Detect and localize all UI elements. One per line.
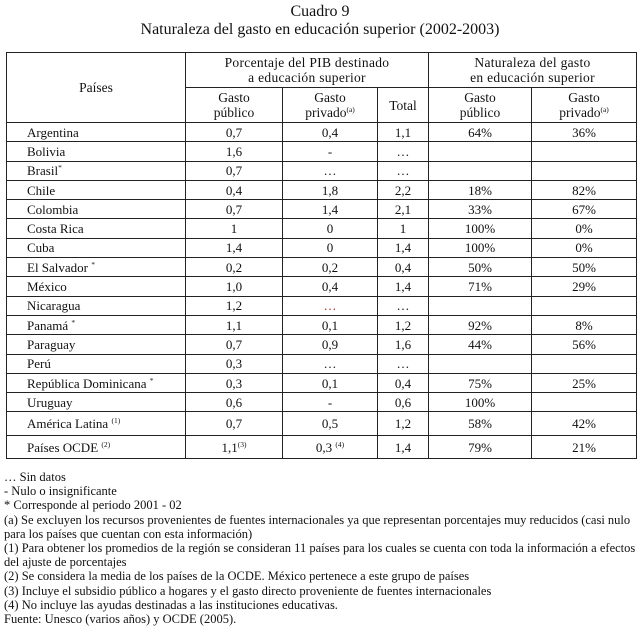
cell-pib-publico: [186, 258, 283, 277]
cell-country: [7, 142, 186, 161]
cell-country: [7, 393, 186, 412]
cell-pib-privado: [283, 258, 378, 277]
value: 21%: [572, 439, 596, 455]
value: 58%: [468, 416, 492, 432]
cell-pib-publico: [186, 393, 283, 412]
header-paises: Países: [7, 53, 186, 123]
cell-nat-publico: [429, 435, 532, 459]
cell-pib-total: [378, 296, 429, 315]
value: 100%: [464, 240, 496, 256]
cell-pib-total: [378, 277, 429, 296]
footnote-marker: (a): [600, 105, 609, 114]
value: 1,1: [394, 124, 412, 140]
cell-nat-privado: [532, 161, 637, 180]
cell-pib-publico: [186, 180, 283, 199]
footnote-marker: (2): [101, 439, 111, 449]
cell-pib-privado: [283, 373, 378, 392]
cell-nat-publico: [429, 277, 532, 296]
footnote-marker: *: [58, 163, 62, 173]
cell-pib-privado: [283, 412, 378, 436]
value: 42%: [572, 416, 596, 432]
table-subtitle: Naturaleza del gasto en educación superior (2002-2003): [140, 21, 500, 38]
cell-country: [7, 354, 186, 373]
table-row: [7, 335, 637, 354]
value: …: [396, 143, 410, 159]
table-row: [7, 315, 637, 334]
value: …: [396, 163, 410, 179]
country-name: Bolivia: [27, 143, 66, 159]
value: -: [327, 143, 333, 159]
cell-nat-publico: [429, 393, 532, 412]
cell-country: [7, 200, 186, 219]
value: 1,0: [225, 279, 243, 295]
value: 1,2: [225, 298, 243, 314]
cell-pib-total: [378, 238, 429, 257]
value: 18%: [468, 182, 492, 198]
note-line: … Sin datos: [4, 470, 66, 484]
value: 0,6: [225, 394, 243, 410]
value: 0,2: [321, 259, 339, 275]
table-row: [7, 296, 637, 315]
cell-country: [7, 219, 186, 238]
cell-pib-total: [378, 393, 429, 412]
value: 100%: [464, 221, 496, 237]
cell-country: [7, 258, 186, 277]
header-label: Gasto privado: [559, 90, 601, 120]
header-label: Gasto público: [459, 90, 501, 120]
cell-nat-publico: [429, 373, 532, 392]
value: 0,4: [394, 375, 412, 391]
value: …: [323, 298, 337, 314]
cell-nat-privado: [532, 277, 637, 296]
footnote-marker: (1): [111, 416, 121, 426]
table-row: [7, 258, 637, 277]
cell-nat-privado: [532, 180, 637, 199]
note-line: (3) Incluye el subsidio público a hogares y el gasto directo proveniente de fuentes internacionales: [4, 583, 492, 598]
cell-nat-privado: [532, 238, 637, 257]
cell-pib-total: [378, 123, 429, 142]
country-name: Paraguay: [27, 336, 76, 352]
table-row: [7, 354, 637, 373]
footnote-marker: *: [71, 317, 76, 327]
value: 56%: [572, 336, 596, 352]
value: 2,2: [394, 182, 412, 198]
country-name: Cuba: [27, 240, 55, 256]
cell-pib-privado: [283, 315, 378, 334]
cell-nat-publico: [429, 142, 532, 161]
cell-nat-publico: [429, 315, 532, 334]
cell-pib-total: [378, 180, 429, 199]
value: 1,4: [394, 439, 412, 455]
value: …: [323, 163, 337, 179]
note-line: (a) Se excluyen los recursos provenientes de fuentes internacionales ya que representan porcentajes muy reducidos (casi nulo para los países que cuentan con esta información): [4, 512, 631, 541]
note-line: Fuente: Unesco (varios años) y OCDE (2005).: [4, 612, 237, 627]
cell-nat-privado: [532, 219, 637, 238]
footnote-marker: *: [91, 259, 96, 269]
cell-pib-privado: [283, 277, 378, 296]
cell-country: [7, 180, 186, 199]
note-line: - Nulo o insignificante: [4, 484, 117, 499]
cell-nat-publico: [429, 335, 532, 354]
cell-pib-total: [378, 315, 429, 334]
table-row: [7, 161, 637, 180]
cell-pib-privado: [283, 354, 378, 373]
table-row: [7, 277, 637, 296]
cell-pib-total: [378, 373, 429, 392]
cell-country: [7, 296, 186, 315]
table-row: [7, 200, 637, 219]
table-body: [7, 123, 637, 459]
value: 1,4: [321, 201, 339, 217]
footnote-marker: (4): [335, 439, 345, 449]
cell-nat-privado: [532, 296, 637, 315]
table-row: [7, 393, 637, 412]
cell-nat-publico: [429, 180, 532, 199]
cell-pib-publico: [186, 142, 283, 161]
value: 1,1: [225, 317, 243, 333]
cell-pib-total: [378, 142, 429, 161]
cell-nat-privado: [532, 435, 637, 459]
cell-nat-privado: [532, 412, 637, 436]
cell-pib-publico: [186, 373, 283, 392]
cell-pib-publico: [186, 435, 283, 459]
value: 0,7: [225, 416, 243, 432]
value: 67%: [572, 201, 596, 217]
value: 0,1: [321, 317, 339, 333]
header-label: Gasto público: [213, 90, 255, 120]
table-row: [7, 180, 637, 199]
cell-pib-total: [378, 258, 429, 277]
value: 33%: [468, 201, 492, 217]
country-name: Costa Rica: [27, 221, 84, 237]
cell-pib-publico: [186, 277, 283, 296]
value: 0%: [575, 240, 593, 256]
country-name: Uruguay: [27, 394, 73, 410]
value: 0,7: [225, 201, 243, 217]
value: 0,4: [321, 279, 339, 295]
country-name: República Dominicana: [27, 375, 147, 391]
footnote-marker: (3): [237, 439, 247, 449]
cell-country: [7, 373, 186, 392]
value: 1: [399, 221, 407, 237]
header-nat-gasto-privado: [532, 88, 637, 123]
value: 82%: [572, 182, 596, 198]
value: 0,3: [225, 356, 243, 372]
cell-pib-privado: [283, 238, 378, 257]
table-number-title: Cuadro 9: [290, 3, 350, 20]
note-line: (2) Se considera la media de los países de la OCDE. México pertenece a este grupo de países: [4, 569, 470, 584]
cell-nat-publico: [429, 354, 532, 373]
value: …: [396, 298, 410, 314]
value: 0,4: [394, 259, 412, 275]
value: 79%: [468, 439, 492, 455]
country-name: México: [27, 279, 67, 295]
header-group-naturaleza: Naturaleza del gasto en educación superior: [429, 53, 637, 88]
value: 36%: [572, 124, 596, 140]
cell-pib-total: [378, 412, 429, 436]
cell-pib-publico: [186, 123, 283, 142]
footnote-marker: *: [149, 375, 154, 385]
value: -: [327, 394, 333, 410]
cell-country: [7, 238, 186, 257]
value: 71%: [468, 279, 492, 295]
value: 1,4: [394, 240, 412, 256]
header-pib-total: [378, 88, 429, 123]
country-name: América Latina: [27, 416, 109, 432]
cell-pib-publico: [186, 412, 283, 436]
country-name: Nicaragua: [27, 298, 81, 314]
value: 0: [326, 221, 334, 237]
value: 25%: [572, 375, 596, 391]
cell-nat-privado: [532, 200, 637, 219]
header-group-pib: Porcentaje del PIB destinado a educación superior: [186, 53, 429, 88]
table-row: [7, 435, 637, 459]
value: 0,7: [225, 336, 243, 352]
header-label: Gasto privado: [305, 90, 347, 120]
cell-country: [7, 123, 186, 142]
cell-nat-privado: [532, 354, 637, 373]
cell-pib-privado: [283, 219, 378, 238]
country-name: El Salvador: [27, 259, 89, 275]
cell-pib-privado: [283, 200, 378, 219]
cell-pib-publico: [186, 238, 283, 257]
cell-pib-publico: [186, 335, 283, 354]
header-nat-gasto-publico: [429, 88, 532, 123]
cell-pib-total: [378, 219, 429, 238]
cell-nat-privado: [532, 335, 637, 354]
cell-pib-total: [378, 354, 429, 373]
table-row: [7, 123, 637, 142]
value: 50%: [468, 259, 492, 275]
value: 0,6: [394, 394, 412, 410]
header-pib-gasto-privado: [283, 88, 378, 123]
cell-country: [7, 277, 186, 296]
cell-pib-privado: [283, 142, 378, 161]
value: 100%: [464, 394, 496, 410]
cell-nat-publico: [429, 219, 532, 238]
cell-pib-privado: [283, 161, 378, 180]
cell-country: [7, 315, 186, 334]
table-row: [7, 238, 637, 257]
value: 1,4: [225, 240, 243, 256]
value: 0,7: [225, 124, 243, 140]
cell-pib-privado: [283, 180, 378, 199]
value: 0,1: [321, 375, 339, 391]
header-pib-gasto-publico: [186, 88, 283, 123]
cell-pib-publico: [186, 315, 283, 334]
value: …: [396, 356, 410, 372]
cell-pib-total: [378, 161, 429, 180]
country-name: Chile: [27, 182, 56, 198]
value: 0,7: [225, 163, 243, 179]
value: 2,1: [394, 201, 412, 217]
cell-nat-privado: [532, 373, 637, 392]
cell-nat-privado: [532, 123, 637, 142]
value: 0,2: [225, 259, 243, 275]
value: 29%: [572, 279, 596, 295]
value: 1,8: [321, 182, 339, 198]
value: 1,2: [394, 416, 412, 432]
cell-nat-privado: [532, 393, 637, 412]
cell-country: [7, 335, 186, 354]
value: 8%: [575, 317, 593, 333]
value: 0,3: [315, 439, 333, 455]
cell-pib-publico: [186, 161, 283, 180]
value: 92%: [468, 317, 492, 333]
value: 0: [326, 240, 334, 256]
cell-country: [7, 412, 186, 436]
cell-pib-publico: [186, 296, 283, 315]
table-row: [7, 373, 637, 392]
table-row: [7, 412, 637, 436]
table-row: [7, 142, 637, 161]
country-name: Argentina: [27, 124, 79, 140]
country-name: Países OCDE: [27, 439, 99, 455]
value: 1,2: [394, 317, 412, 333]
cell-pib-publico: [186, 219, 283, 238]
country-name: Perú: [27, 356, 51, 372]
value: 1,4: [394, 279, 412, 295]
cell-pib-privado: [283, 296, 378, 315]
cell-pib-privado: [283, 393, 378, 412]
value: 50%: [572, 259, 596, 275]
cell-nat-publico: [429, 161, 532, 180]
value: 64%: [468, 124, 492, 140]
value: 75%: [468, 375, 492, 391]
value: 0,3: [225, 375, 243, 391]
value: …: [323, 356, 337, 372]
value: 0%: [575, 221, 593, 237]
note-line: (1) Para obtener los promedios de la región se consideran 11 países para los cuales se cuenta con toda la información a efectos del ajuste de porcentajes: [4, 541, 636, 570]
cell-pib-privado: [283, 123, 378, 142]
cell-pib-publico: [186, 200, 283, 219]
country-name: Brasil: [27, 163, 59, 179]
value: 1,6: [394, 336, 412, 352]
value: 44%: [468, 336, 492, 352]
header-label: Total: [389, 97, 417, 113]
country-name: Colombia: [27, 201, 79, 217]
table-row: [7, 219, 637, 238]
cell-nat-publico: [429, 200, 532, 219]
cell-nat-publico: [429, 238, 532, 257]
cell-pib-total: [378, 200, 429, 219]
footnote-marker: (a): [346, 105, 355, 114]
cell-nat-publico: [429, 412, 532, 436]
cell-pib-publico: [186, 354, 283, 373]
value: 0,5: [321, 416, 339, 432]
note-line: (4) No incluye las ayudas destinadas a las instituciones educativas.: [4, 597, 338, 612]
cell-pib-privado: [283, 335, 378, 354]
value: 1: [230, 221, 238, 237]
cell-nat-privado: [532, 315, 637, 334]
cell-nat-publico: [429, 258, 532, 277]
cell-nat-publico: [429, 296, 532, 315]
cell-country: [7, 161, 186, 180]
value: 1,1: [221, 439, 238, 455]
value: 0,9: [321, 336, 339, 352]
note-line: * Corresponde al periodo 2001 - 02: [4, 498, 182, 513]
table-notes: [4, 470, 640, 626]
cell-country: [7, 435, 186, 459]
cell-pib-privado: [283, 435, 378, 459]
value: 1,6: [225, 143, 243, 159]
cell-nat-publico: [429, 123, 532, 142]
value: 0,4: [321, 124, 339, 140]
cell-nat-privado: [532, 142, 637, 161]
cell-nat-privado: [532, 258, 637, 277]
country-name: Panamá: [27, 317, 69, 333]
education-spending-table: [6, 52, 637, 459]
cell-pib-total: [378, 435, 429, 459]
value: 0,4: [225, 182, 243, 198]
cell-pib-total: [378, 335, 429, 354]
